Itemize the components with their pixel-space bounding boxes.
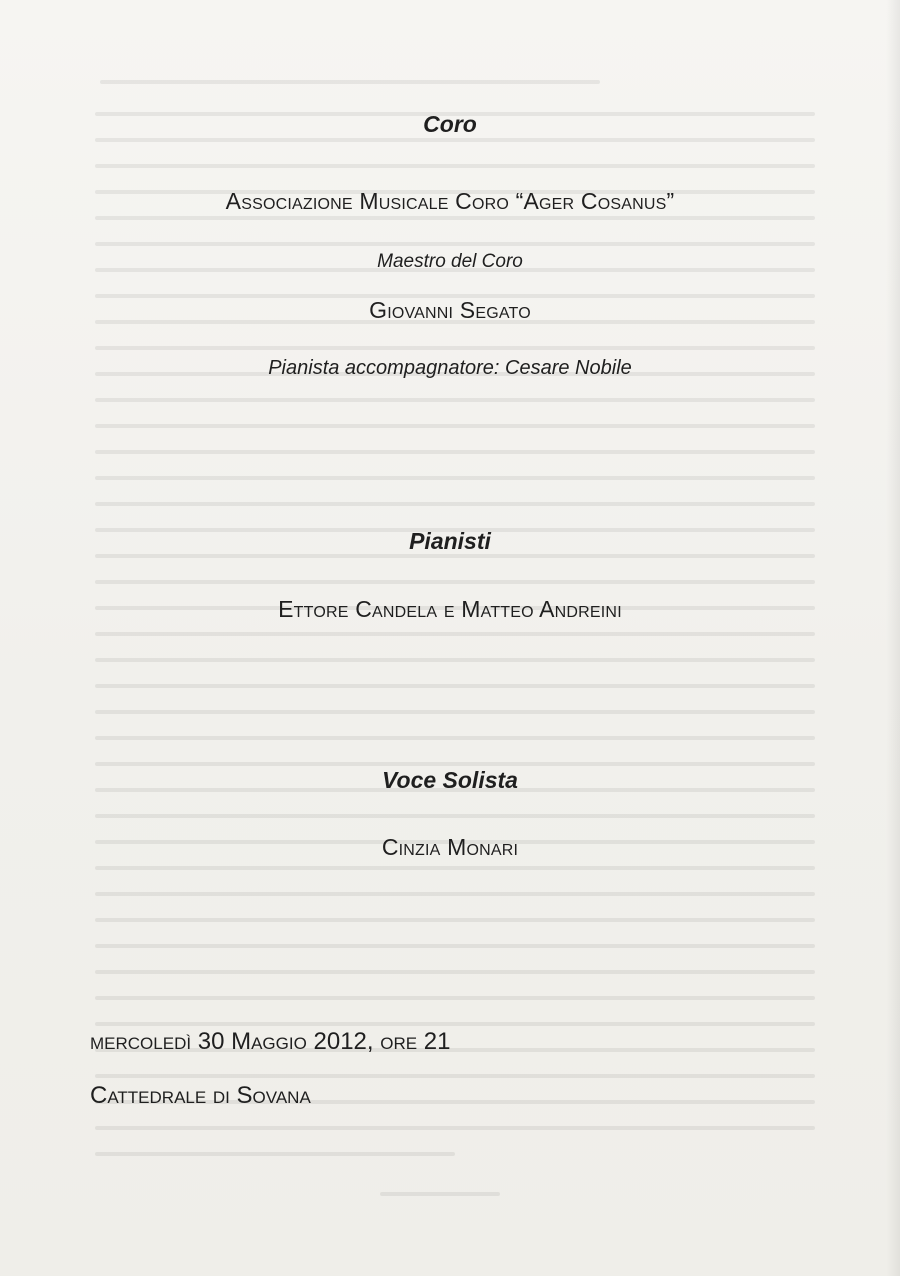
association-name — [0, 188, 900, 215]
date-time: mercoledì 30 Maggio 2012, ore 21 — [90, 1028, 451, 1055]
maestro-label: Maestro del Coro — [377, 251, 523, 272]
maestro-name — [0, 297, 900, 324]
voce-solista-heading: Voce Solista — [382, 767, 518, 793]
association-name-text: Associazione Musicale Coro “Ager Cosanus” — [225, 188, 675, 214]
pianisti-heading: Pianisti — [409, 528, 491, 554]
pianisti-names-text: Ettore Candela e Matteo Andreini — [278, 596, 622, 622]
maestro-name-text: Giovanni Segato — [369, 297, 531, 323]
venue: Cattedrale di Sovana — [90, 1082, 311, 1109]
coro-heading: Coro — [423, 111, 477, 137]
pianist-accompanist: Pianista accompagnatore: Cesare Nobile — [268, 357, 632, 379]
voce-solista-name-text: Cinzia Monari — [381, 834, 519, 860]
voce-solista-name — [0, 834, 900, 861]
pianisti-names — [0, 596, 900, 623]
